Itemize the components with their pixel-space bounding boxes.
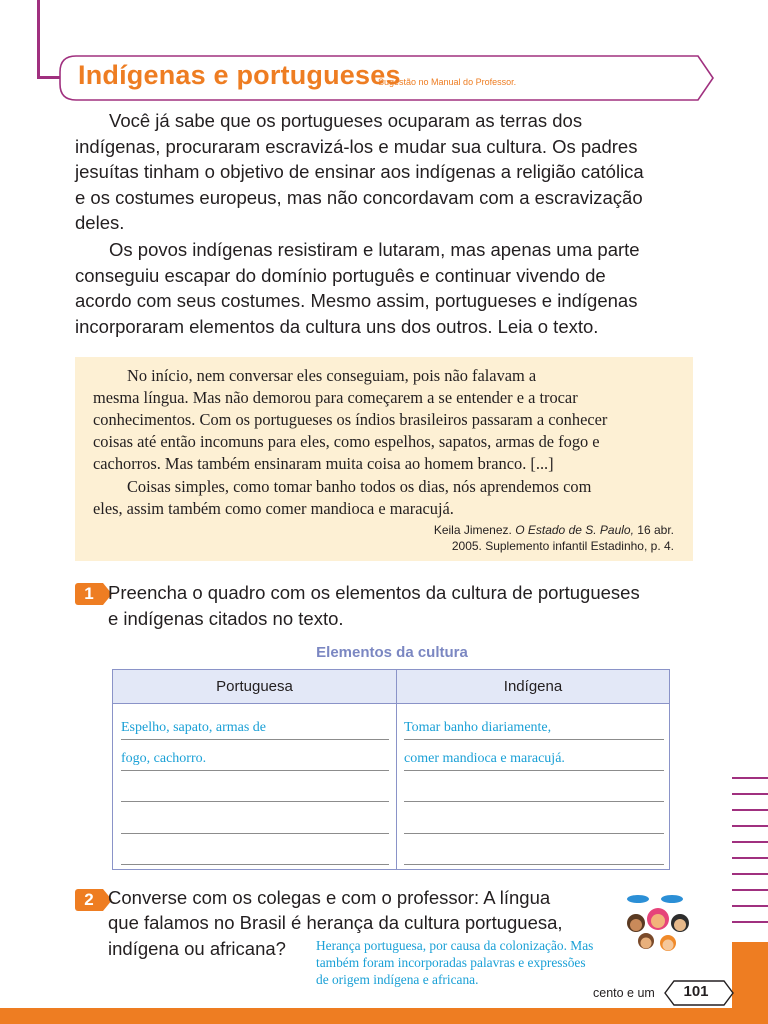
paragraph-line: conseguiu escapar do domínio português e continuar vivendo de (75, 264, 606, 286)
quote-line: No início, nem conversar eles conseguiam, pois não falavam a (127, 366, 537, 385)
page-title: Indígenas e portugueses (78, 60, 401, 90)
writing-line (121, 739, 389, 740)
paragraph-line: deles. (75, 212, 125, 233)
writing-line (121, 801, 389, 802)
edge-stripe (732, 777, 768, 779)
paragraph-line: indígenas, procuraram escravizá-los e mudar sua cultura. Os padres (75, 135, 638, 157)
answer-indigena-line: Tomar banho diariamente, (404, 720, 552, 735)
group-discussion-icon (622, 893, 694, 957)
question-1-number: 1 (75, 583, 103, 605)
corner-decoration (732, 942, 768, 1012)
writing-line (404, 770, 664, 771)
writing-line (404, 864, 664, 865)
edge-stripe (732, 809, 768, 811)
question-2-answer-line: também foram incorporadas palavras e expressões (316, 955, 586, 970)
writing-line (121, 864, 389, 865)
quote-line: conhecimentos. Com os portugueses os índios brasileiros passaram a conhecer (93, 410, 608, 429)
quote-line: cachorros. Mas também ensinaram muita coisa ao homem branco. [...] (93, 454, 554, 473)
answer-indigena-line: comer mandioca e maracujá. (404, 751, 565, 766)
question-2-answer-line: Herança portuguesa, por causa da colonização. Mas (316, 938, 594, 953)
writing-line (404, 833, 664, 834)
answer-portuguesa-line: Espelho, sapato, armas de (121, 720, 267, 735)
quote-line: coisas até então incomuns para eles, como espelhos, sapatos, armas de fogo e (93, 432, 600, 451)
quote-citation-line-2: 2005. Suplemento infantil Estadinho, p. 4. (451, 539, 674, 553)
bottom-bar (0, 1008, 768, 1024)
paragraph-line: e os costumes europeus, mas não concordavam com a escravização (75, 186, 643, 208)
quote-citation-line-1 (434, 523, 674, 537)
header-portuguesa: Portuguesa (216, 678, 293, 695)
edge-stripe (732, 921, 768, 923)
question-1-line: Preencha o quadro com os elementos da cultura de portugueses (108, 582, 640, 603)
question-2-answer-line: de origem indígena e africana. (316, 972, 479, 987)
question-2-line: Converse com os colegas e com o professor: A língua (108, 887, 551, 908)
page-number-words: cento e um (593, 986, 655, 1000)
paragraph-line: acordo com seus costumes. Mesmo assim, portugueses e indígenas (75, 290, 638, 311)
writing-line (404, 739, 664, 740)
table-column-divider (396, 670, 397, 869)
paragraph-1 (75, 108, 695, 236)
edge-stripe (732, 905, 768, 907)
question-2-line: que falamos no Brasil é herança da cultura portuguesa, (108, 912, 563, 933)
writing-line (121, 770, 389, 771)
edge-stripe (732, 841, 768, 843)
answer-portuguesa-line: fogo, cachorro. (121, 751, 207, 766)
table-caption: Elementos da cultura (316, 644, 468, 661)
culture-table (112, 669, 670, 870)
question-1-line: e indígenas citados no texto. (108, 608, 344, 629)
quote-line: eles, assim também como comer mandioca e maracujá. (93, 499, 454, 518)
writing-line (121, 833, 389, 834)
question-2-line: indígena ou africana? (108, 938, 286, 959)
quote-line: mesma língua. Mas não demorou para começarem a se entender e a trocar (93, 388, 578, 407)
paragraph-line: jesuítas tinham o objetivo de ensinar aos indígenas a religião católica (75, 161, 644, 182)
edge-stripe (732, 825, 768, 827)
edge-stripe (732, 793, 768, 795)
edge-stripe (732, 873, 768, 875)
question-2-number: 2 (75, 889, 103, 911)
paragraph-line: Os povos indígenas resistiram e lutaram, mas apenas uma parte (109, 239, 640, 260)
writing-line (404, 801, 664, 802)
header-indigena: Indígena (503, 678, 563, 695)
frame-vertical-line (37, 0, 40, 78)
paragraph-2 (75, 237, 695, 339)
citation-date: 16 abr. (637, 523, 674, 537)
edge-stripe (732, 889, 768, 891)
paragraph-line: Você já sabe que os portugueses ocuparam as terras dos (109, 110, 583, 131)
page-number: 101 (683, 983, 709, 1000)
teacher-manual-hint: Sugestão no Manual do Professor. (378, 77, 517, 87)
quote-line: Coisas simples, como tomar banho todos os dias, nós aprendemos com (127, 477, 592, 496)
edge-stripe (732, 857, 768, 859)
citation-source: O Estado de S. Paulo, (515, 523, 634, 537)
citation-author: Keila Jimenez. (433, 523, 512, 537)
paragraph-line: incorporaram elementos da cultura uns dos outros. Leia o texto. (75, 315, 599, 337)
